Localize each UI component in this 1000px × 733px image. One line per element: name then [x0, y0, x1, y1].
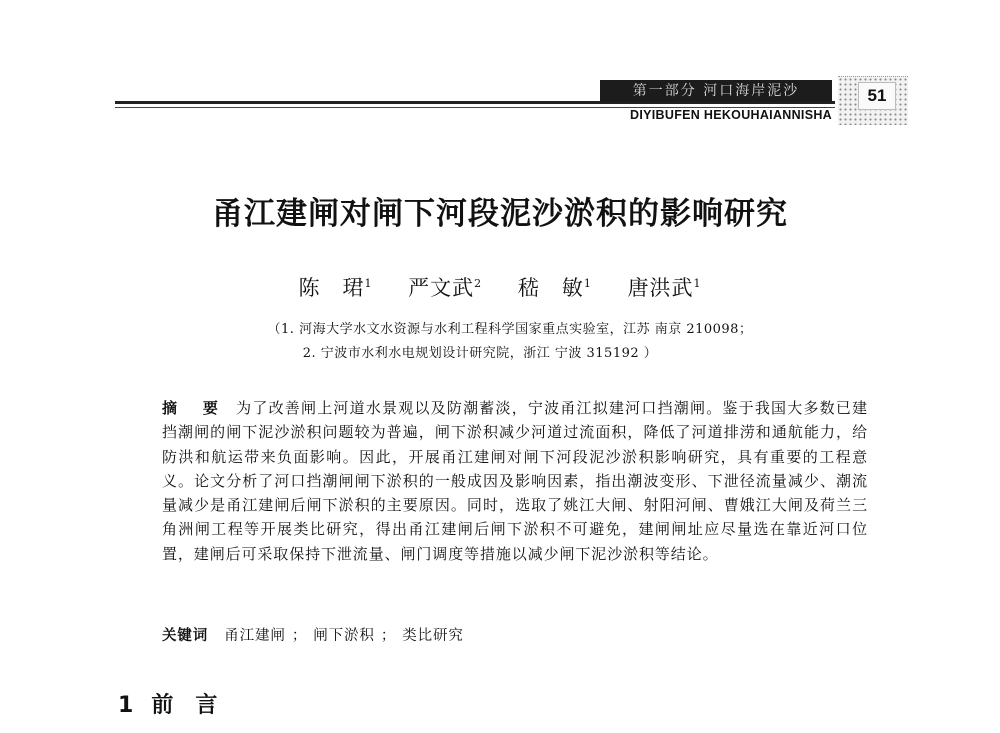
section-number: 1 [118, 693, 134, 718]
abstract-text: 为了改善闸上河道水景观以及防潮蓄淡，宁波甬江拟建河口挡潮闸。鉴于我国大多数已建挡潮闸的闸下泥沙淤积问题较为普遍，闸下淤积减少河道过流面积，降低了河道排涝和通航能力，给防洪和航运带来负面影响。因此，开展甬江建闸对闸下河段泥沙淤积影响研究，具有重要的工程意义。论文分析了河口挡潮闸闸下淤积的一般成因及影响因素，指出潮波变形、下泄径流量减少、潮流量减少是甬江建闸后闸下淤积的主要原因。同时，选取了姚江大闸、射阳河闸、曹娥江大闸及荷兰三角洲闸工程等开展类比研究，得出甬江建闸后闸下淤积不可避免，建闸闸址应尽量选在靠近河口位置，建闸后可采取保持下泄流量、闸门调度等措施以减少闸下泥沙淤积等结论。 [162, 399, 868, 563]
section-title: 前言 [151, 693, 240, 718]
affiliation-1: （1. 河海大学水文水资源与水利工程科学国家重点实验室，江苏 南京 210098； [267, 322, 753, 337]
author: 陈 珺$^1$ [298, 276, 373, 300]
keyword: 类比研究 [402, 628, 464, 644]
keyword-separator: ； [380, 628, 397, 644]
keyword-separator: ； [291, 628, 308, 644]
page-number: 51 [858, 82, 896, 110]
keywords [162, 624, 868, 645]
keywords-label: 关键词 [162, 628, 209, 644]
affiliation-2: 2. 宁波市水利水电规划设计研究院，浙江 宁波 315192 ） [302, 346, 658, 361]
author: 嵇 敏$^1$ [517, 276, 592, 300]
section-heading [118, 688, 239, 719]
author: 唐洪武$^1$ [627, 276, 702, 300]
author: 严文武$^2$ [408, 276, 483, 300]
header-section-label: 第一部分 河口海岸泥沙 [600, 80, 832, 102]
keyword: 闸下淤积 [313, 628, 375, 644]
abstract-label: 摘 要 [162, 399, 229, 417]
abstract [162, 396, 868, 566]
paper-title: 甬江建闸对闸下河段泥沙淤积的影响研究 [212, 196, 788, 232]
keyword: 甬江建闸 [224, 628, 286, 644]
author-list [0, 272, 1000, 302]
header-section-pinyin: DIYIBUFEN HEKOUHAIANNISHA [630, 108, 832, 122]
